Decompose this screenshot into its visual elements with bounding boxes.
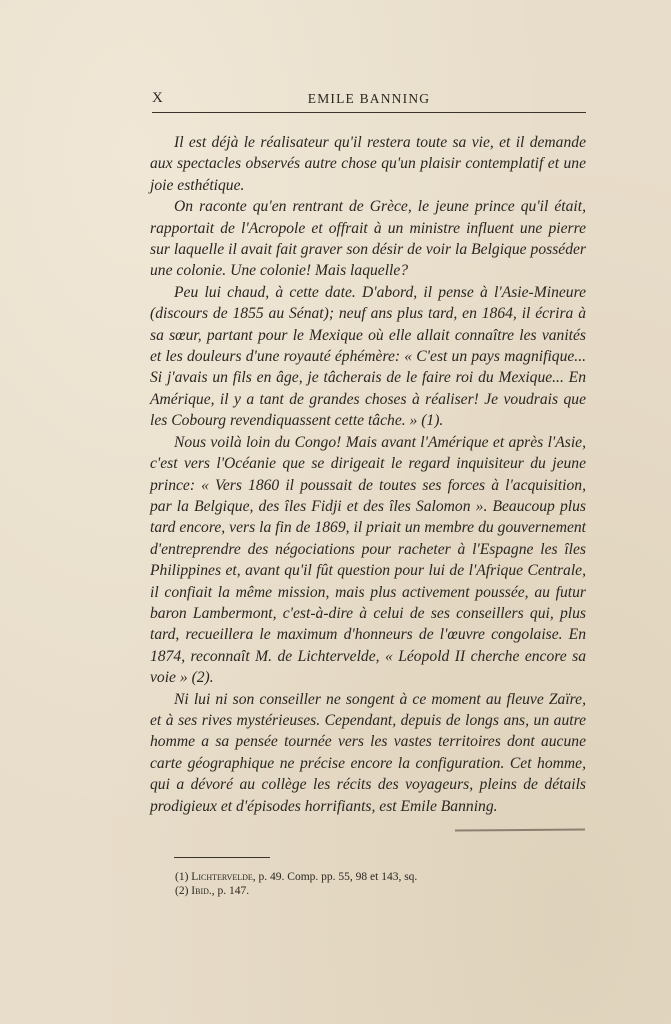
- footnote-1: [175, 870, 575, 884]
- pencil-underline: [455, 829, 585, 832]
- running-head: [152, 90, 586, 113]
- footnote-source: Ibid.: [191, 885, 212, 897]
- footnote-2: [175, 884, 575, 898]
- footnote-marker: (1): [175, 871, 189, 883]
- paragraph: On raconte qu'en rentrant de Grèce, le jeune prince qu'il était, rapportait de l'Acropole et offrait à un ministre influent une pierre sur laquelle il avait fait graver son désir de voir la Belgique posséder une colonie. Une colonie! Mais laquelle?: [150, 198, 586, 280]
- body-text: [150, 132, 586, 817]
- footnote-source: Lichtervelde: [191, 871, 253, 883]
- footnote-reference: , p. 147.: [211, 885, 250, 897]
- footnotes: [175, 870, 575, 898]
- paragraph: Peu lui chaud, à cette date. D'abord, il pense à l'Asie-Mineure (discours de 1855 au Sénat); neuf ans plus tard, en 1864, il écrira à sa sœur, partant pour le Mexique où elle allait connaître les vanités et les douleurs d'une royauté éphémère: « C'est un pays magnifique... Si j'avais un fils en âge, je tâcherais de le faire roi du Mexique... En Amérique, il y a tant de grandes choses à réaliser! Je voudrais que les Cobourg revendiquassent cette tâche. » (1).: [150, 283, 586, 430]
- footnote-marker: (2): [175, 885, 189, 897]
- paragraph: Ni lui ni son conseiller ne songent à ce moment au fleuve Zaïre, et à ses rives mystérieuses. Cependant, depuis de longs ans, un autre homme a sa pensée tournée vers les vastes territoires dont aucune carte géographique ne précise encore la configuration. Cet homme, qui a dévoré au collège les récits des voyageurs, pleins de détails prodigieux et d'épisodes horrifiants, est Emile Banning.: [150, 690, 586, 815]
- running-title: EMILE BANNING: [307, 91, 431, 106]
- page-number: X: [152, 90, 164, 106]
- footnote-divider: [174, 857, 270, 858]
- paragraph: Nous voilà loin du Congo! Mais avant l'Amérique et après l'Asie, c'est vers l'Océanie que se dirigeait le regard inquisiteur du jeune prince: « Vers 1860 il poussait de toutes ses forces à l'acquisition, par la Belgique, des îles Fidji et des îles Salomon ». Beaucoup plus tard encore, vers la fin de 1869, il priait un membre du gouvernement d'entreprendre des négociations pour racheter à l'Espagne les îles Philippines et, avant qu'il fût question pour lui de l'Afrique Centrale, il confiait la même mission, mais plus activement poussée, au futur baron Lambermont, c'est-à-dire à celui de ses conseillers qui, plus tard, recueillera le maximum d'honneurs de l'œuvre congolaise. En 1874, reconnaît M. de Lichtervelde, « Léopold II cherche encore sa voie » (2).: [150, 433, 586, 687]
- footnote-reference: , p. 49. Comp. pp. 55, 98 et 143, sq.: [252, 871, 418, 883]
- paragraph: Il est déjà le réalisateur qu'il restera toute sa vie, et il demande aux spectacles observés autre chose qu'un plaisir contemplatif et une joie esthétique.: [150, 134, 586, 194]
